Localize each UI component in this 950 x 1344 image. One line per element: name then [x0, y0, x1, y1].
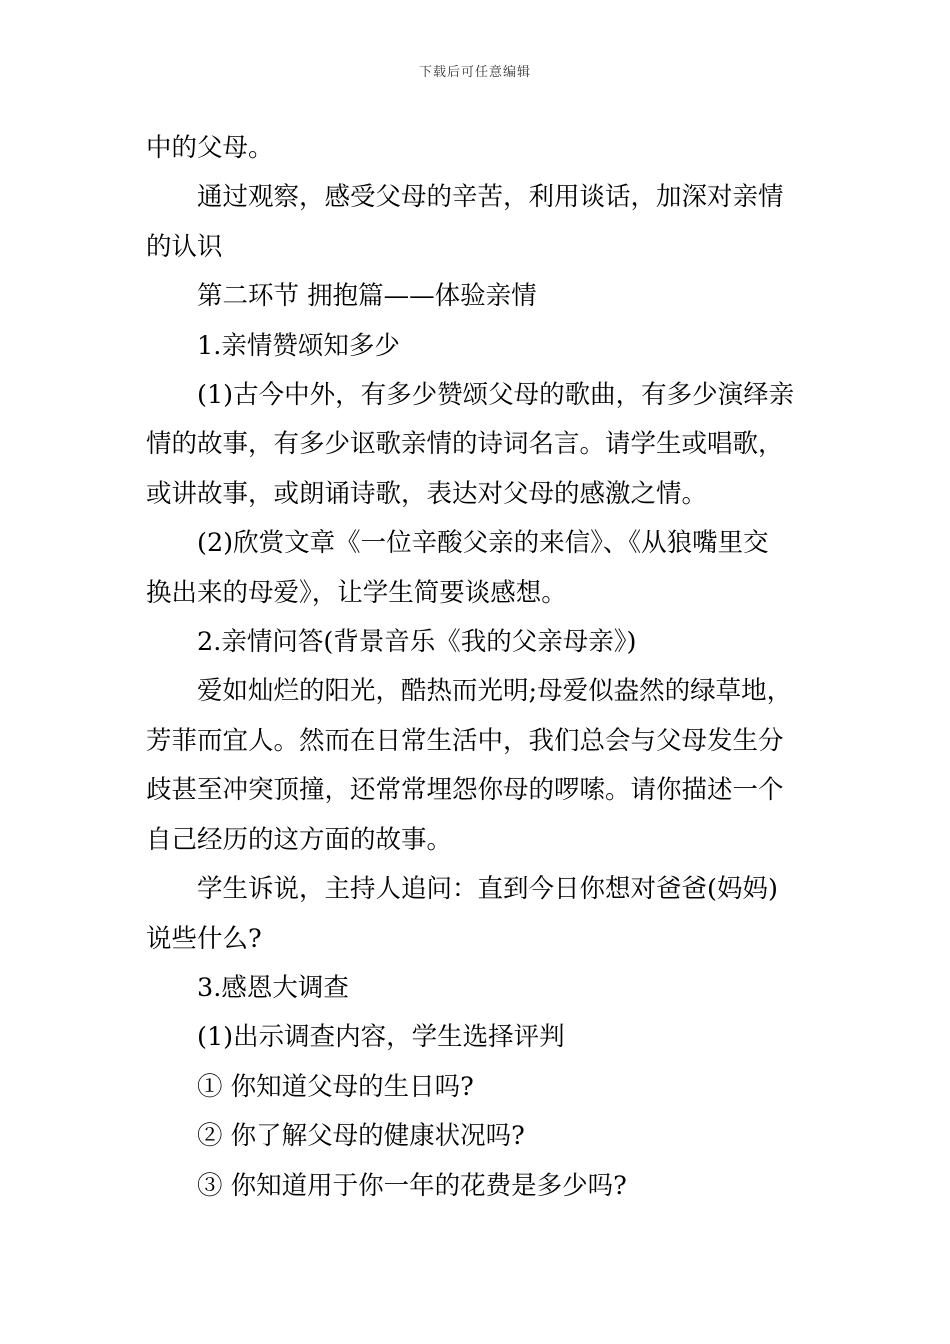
text-line: (1)古今中外，有多少赞颂父母的歌曲，有多少演绎亲 — [197, 380, 795, 411]
text-line: (1)出示调查内容，学生选择评判 — [197, 1022, 565, 1053]
text-line: 芳菲而宜人。然而在日常生活中，我们总会与父母发生分 — [146, 725, 784, 756]
text-line: 中的父母。 — [146, 133, 274, 163]
text-line: 或讲故事，或朗诵诗歌，表达对父母的感激之情。 — [146, 478, 708, 509]
section-heading: 第二环节 拥抱篇——体验亲情 — [197, 281, 537, 312]
text-line: 情的故事，有多少讴歌亲情的诗词名言。请学生或唱歌， — [146, 429, 784, 460]
text-line: 爱如灿烂的阳光，酷热而光明;母爱似盎然的绿草地， — [197, 676, 793, 707]
list-item: ② 你了解父母的健康状况吗? — [197, 1121, 525, 1152]
text-line: 歧甚至冲突顶撞，还常常埋怨你母的啰嗦。请你描述一个 — [146, 775, 784, 806]
document-body — [146, 124, 816, 1211]
list-item: ③ 你知道用于你一年的花费是多少吗? — [197, 1170, 627, 1201]
text-line: 通过观察，感受父母的辛苦，利用谈话，加深对亲情 — [197, 182, 784, 213]
list-item: ① 你知道父母的生日吗? — [197, 1071, 474, 1102]
text-line: (2)欣赏文章《一位辛酸父亲的来信》、《从狼嘴里交 — [197, 528, 769, 559]
text-line: 自己经历的这方面的故事。 — [146, 824, 453, 855]
header-watermark: 下载后可任意编辑 — [418, 65, 531, 80]
subheading: 3.感恩大调查 — [197, 972, 349, 1003]
text-line: 说些什么? — [146, 923, 262, 954]
text-line: 的认识 — [146, 231, 223, 262]
subheading: 2.亲情问答(背景音乐《我的父亲母亲》) — [197, 627, 637, 658]
text-line: 换出来的母爱》，让学生简要谈感想。 — [146, 577, 567, 608]
subheading: 1.亲情赞颂知多少 — [197, 330, 400, 361]
text-line: 学生诉说，主持人追问：直到今日你想对爸爸(妈妈) — [197, 874, 778, 905]
